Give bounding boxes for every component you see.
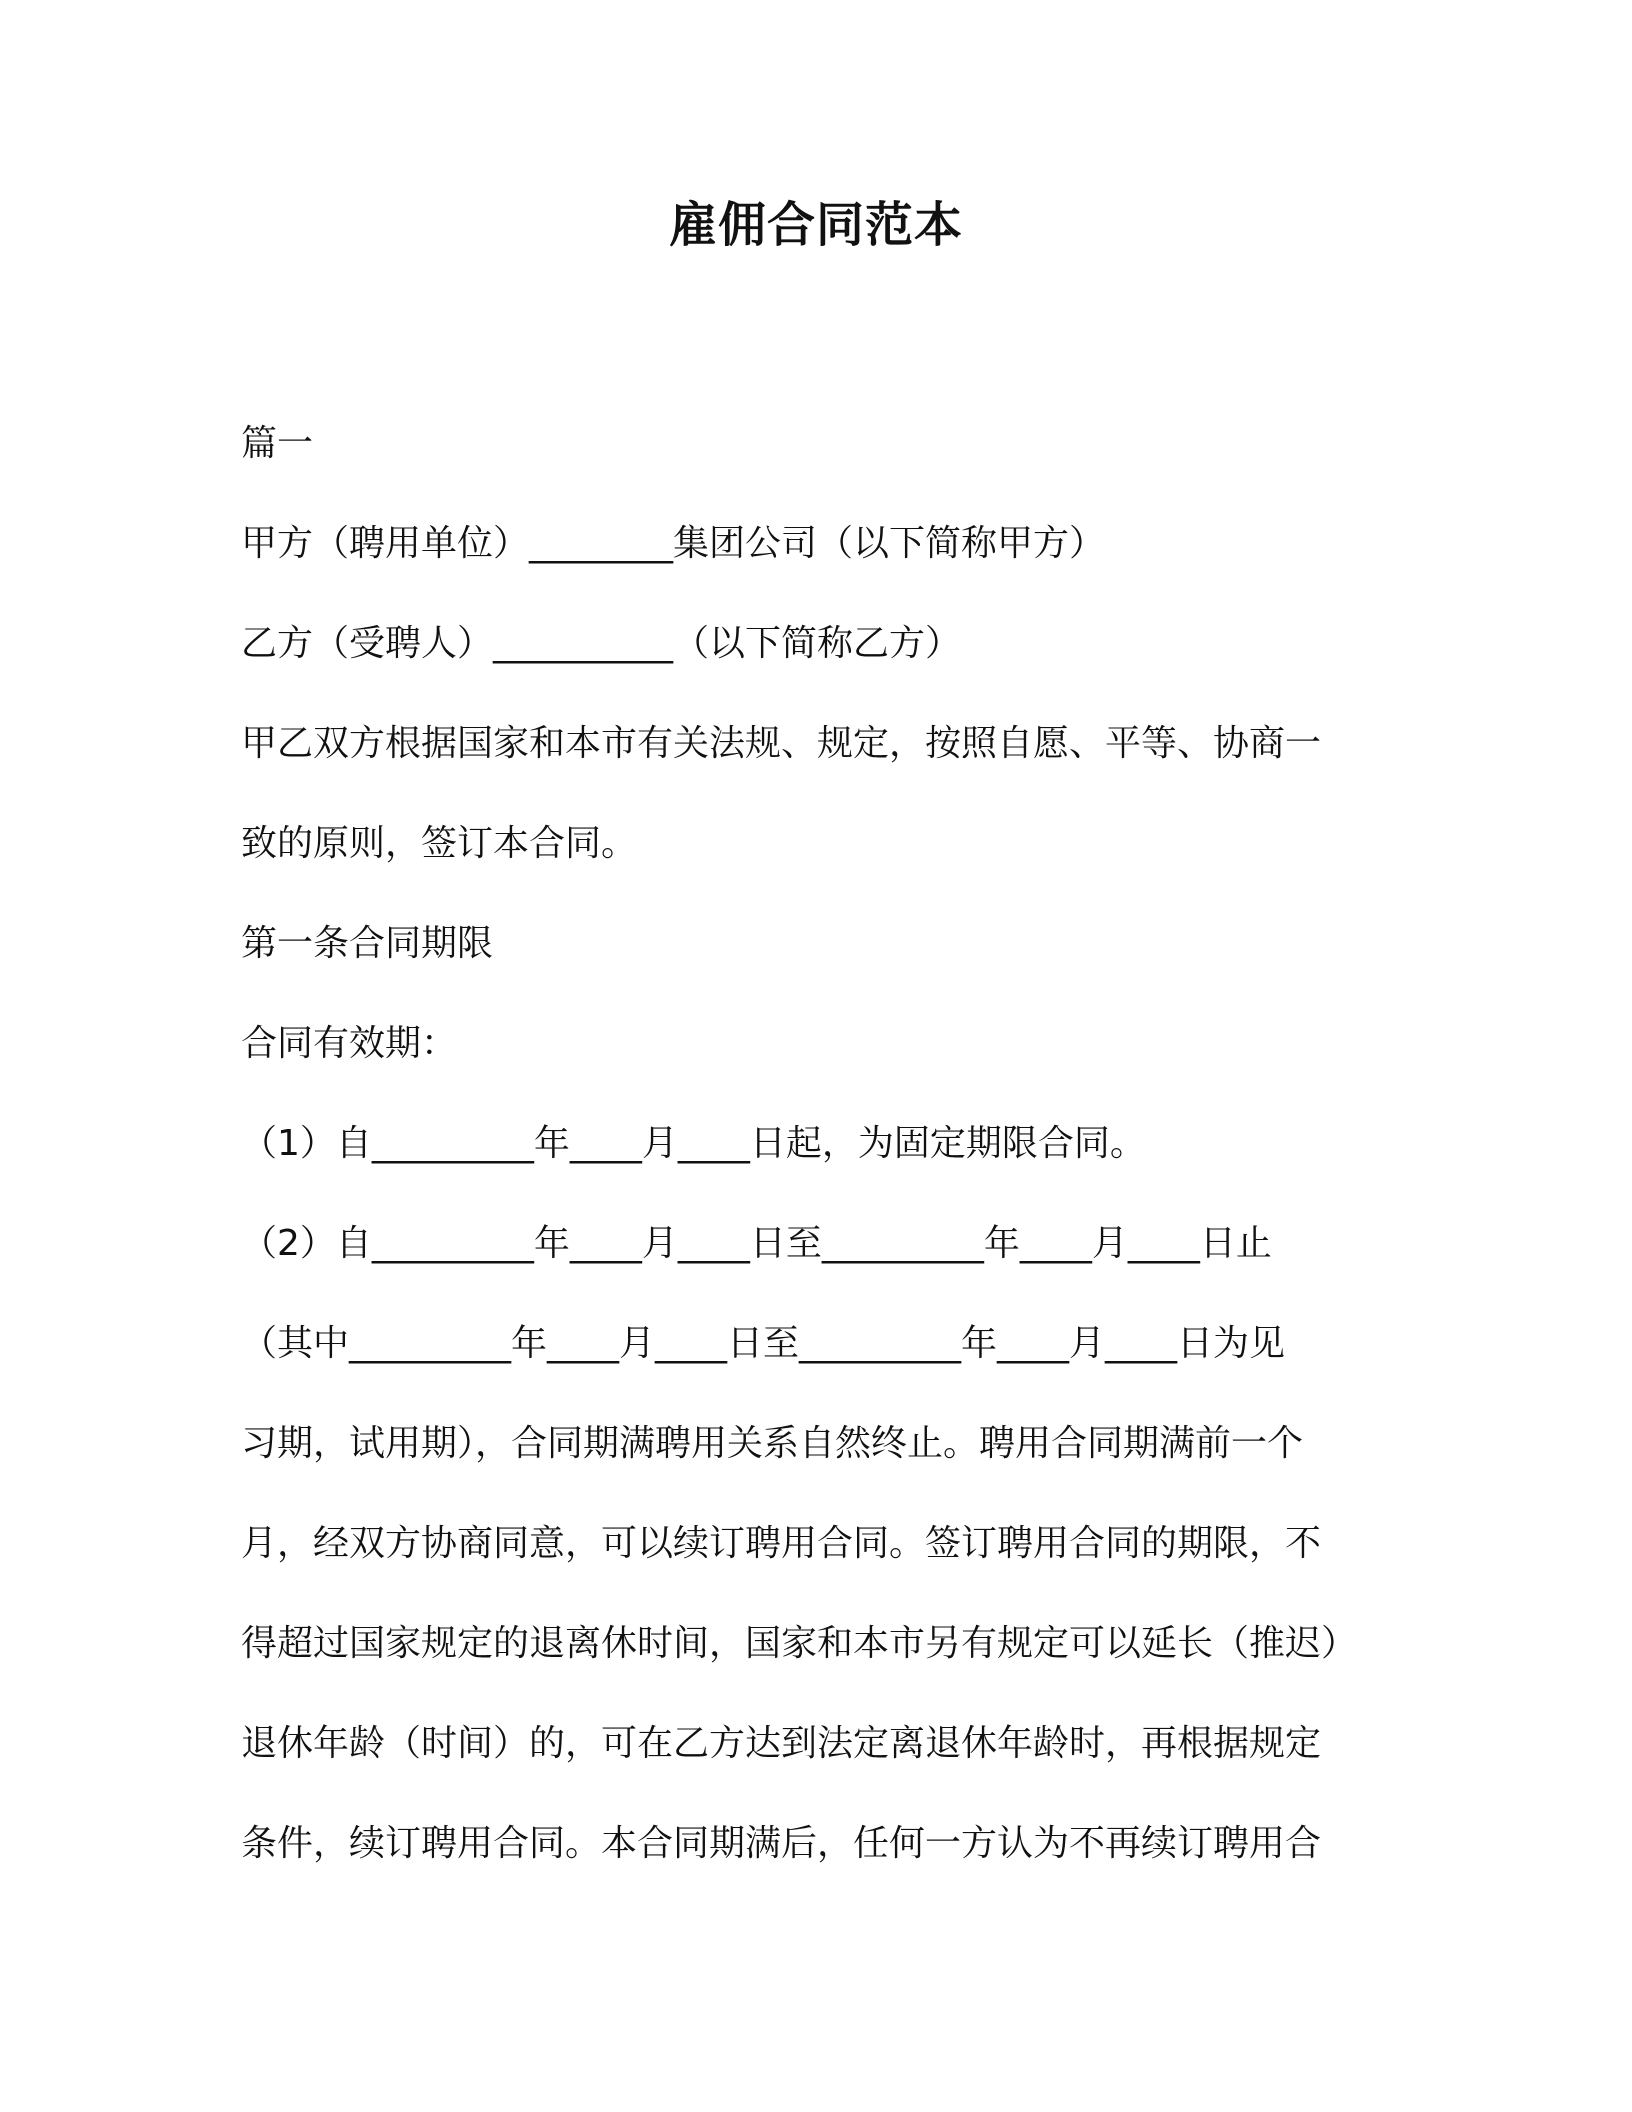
section-heading: 篇一 <box>241 423 314 464</box>
paragraph-line: 得超过国家规定的退离休时间，国家和本市另有规定可以延长（推迟） <box>241 1623 1358 1664</box>
clause-line: （1）自_________年____月____日起，为固定期限合同。 <box>241 1123 1146 1164</box>
paragraph-line: 习期，试用期），合同期满聘用关系自然终止。聘用合同期满前一个 <box>241 1423 1304 1464</box>
party-a-line: 甲方（聘用单位）________集团公司（以下简称甲方） <box>241 523 1106 564</box>
paragraph-line: 月，经双方协商同意，可以续订聘用合同。签订聘用合同的期限，不 <box>241 1523 1322 1564</box>
document-title: 雇佣合同范本 <box>668 197 963 253</box>
clause-line: （2）自_________年____月____日至_________年____月____日止 <box>241 1223 1272 1264</box>
paragraph-line: 条件，续订聘用合同。本合同期满后，任何一方认为不再续订聘用合 <box>241 1823 1322 1864</box>
party-b-line: 乙方（受聘人）__________（以下简称乙方） <box>241 623 962 664</box>
article-heading: 第一条合同期限 <box>241 923 494 964</box>
clause-line: （其中_________年____月____日至_________年____月____日为见 <box>241 1323 1286 1364</box>
paragraph-line: 退休年龄（时间）的，可在乙方达到法定离退休年龄时，再根据规定 <box>241 1723 1322 1764</box>
paragraph-line: 合同有效期： <box>241 1023 458 1064</box>
paragraph-line: 甲乙双方根据国家和本市有关法规、规定，按照自愿、平等、协商一 <box>241 723 1322 764</box>
paragraph-line: 致的原则，签订本合同。 <box>241 823 638 864</box>
